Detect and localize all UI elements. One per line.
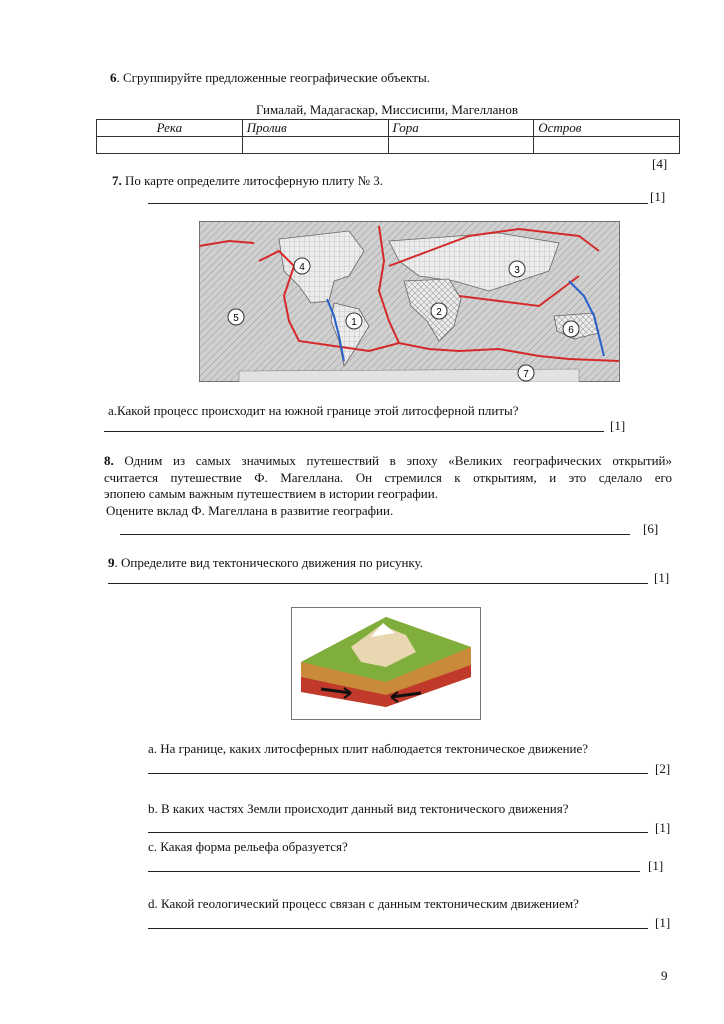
header-ostrov: Остров bbox=[534, 120, 680, 137]
q7-sub-a-score: [1] bbox=[610, 418, 626, 433]
plate-map bbox=[199, 221, 620, 382]
svg-text:1: 1 bbox=[351, 317, 357, 328]
q6-text: . Сгруппируйте предложенные географические объекты. bbox=[116, 70, 430, 85]
q9-number: 9 bbox=[108, 555, 115, 570]
q8-line4: Оцените вклад Ф. Магеллана в развитие географии. bbox=[106, 503, 394, 518]
svg-text:6: 6 bbox=[568, 325, 574, 336]
q9-sub-a: a. На границе, каких литосферных плит наблюдается тектоническое движение? bbox=[148, 741, 589, 756]
q8-line1 bbox=[104, 453, 672, 469]
answer-cell-reka[interactable] bbox=[97, 137, 243, 154]
q6-number: 6 bbox=[110, 70, 117, 85]
q8-text-line1: Одним из самых значимых путешествий в эпоху «Великих географических открытий» bbox=[113, 453, 672, 468]
q9-line bbox=[108, 555, 423, 571]
answer-cell-ostrov[interactable] bbox=[534, 137, 680, 154]
svg-text:7: 7 bbox=[523, 369, 529, 380]
q8-score: [6] bbox=[643, 521, 659, 536]
q8-answer-line[interactable] bbox=[120, 534, 630, 535]
q7-line bbox=[112, 173, 383, 189]
header-gora: Гора bbox=[388, 120, 534, 137]
q8-line3: эпопею самым важным путешествием в истории географии. bbox=[104, 486, 438, 501]
svg-text:3: 3 bbox=[514, 265, 520, 276]
plate-label-3 bbox=[509, 261, 525, 277]
q6-objects: Гималай, Мадагаскар, Миссисипи, Магелланов bbox=[256, 102, 518, 117]
svg-text:5: 5 bbox=[233, 313, 239, 324]
plate-label-7 bbox=[518, 365, 534, 381]
svg-text:4: 4 bbox=[299, 262, 305, 273]
q8-number: 8. bbox=[104, 453, 114, 468]
q9-sub-a-answer-line[interactable] bbox=[148, 773, 648, 774]
plate-label-5 bbox=[228, 309, 244, 325]
q9-sub-c-score: [1] bbox=[648, 858, 664, 873]
header-proliv: Пролив bbox=[242, 120, 388, 137]
plate-label-2 bbox=[431, 303, 447, 319]
tectonic-diagram bbox=[291, 607, 481, 720]
q7-text: По карте определите литосферную плиту № 3. bbox=[121, 173, 384, 188]
header-reka: Река bbox=[97, 120, 243, 137]
table-answer-row bbox=[97, 137, 680, 154]
q9-sub-d-score: [1] bbox=[655, 915, 671, 930]
q9-text: . Определите вид тектонического движения по рисунку. bbox=[114, 555, 424, 570]
q7-score: [1] bbox=[650, 189, 666, 204]
q9-sub-c: c. Какая форма рельефа образуется? bbox=[148, 839, 348, 854]
q7-number: 7. bbox=[112, 173, 122, 188]
q6-line bbox=[110, 70, 430, 86]
q9-sub-b-answer-line[interactable] bbox=[148, 832, 648, 833]
q9-sub-d: d. Какой геологический процесс связан с данным тектоническим движением? bbox=[148, 896, 579, 911]
q6-score: [4] bbox=[652, 156, 668, 171]
plate-label-1 bbox=[346, 313, 362, 329]
q9-sub-d-answer-line[interactable] bbox=[148, 928, 648, 929]
q7-answer-line[interactable] bbox=[148, 203, 648, 204]
plate-label-6 bbox=[563, 321, 579, 337]
answer-cell-gora[interactable] bbox=[388, 137, 534, 154]
q6-table bbox=[96, 119, 680, 154]
q9-sub-b: b. В каких частях Земли происходит данный вид тектонического движения? bbox=[148, 801, 569, 816]
answer-cell-proliv[interactable] bbox=[242, 137, 388, 154]
q9-answer-line[interactable] bbox=[108, 583, 648, 584]
q9-score: [1] bbox=[654, 570, 670, 585]
plate-label-4 bbox=[294, 258, 310, 274]
q7-sub-a: a.Какой процесс происходит на южной границе этой литосферной плиты? bbox=[108, 403, 519, 418]
q9-sub-a-score: [2] bbox=[655, 761, 671, 776]
q9-sub-c-answer-line[interactable] bbox=[148, 871, 640, 872]
q7-sub-a-answer-line[interactable] bbox=[104, 431, 604, 432]
page-number: 9 bbox=[661, 968, 668, 983]
q9-sub-b-score: [1] bbox=[655, 820, 671, 835]
svg-text:2: 2 bbox=[436, 307, 442, 318]
q8-line2: считается путешествие Ф. Магеллана. Он стремился к открытиям, и это сделало его bbox=[104, 470, 672, 485]
table-header-row bbox=[97, 120, 680, 137]
